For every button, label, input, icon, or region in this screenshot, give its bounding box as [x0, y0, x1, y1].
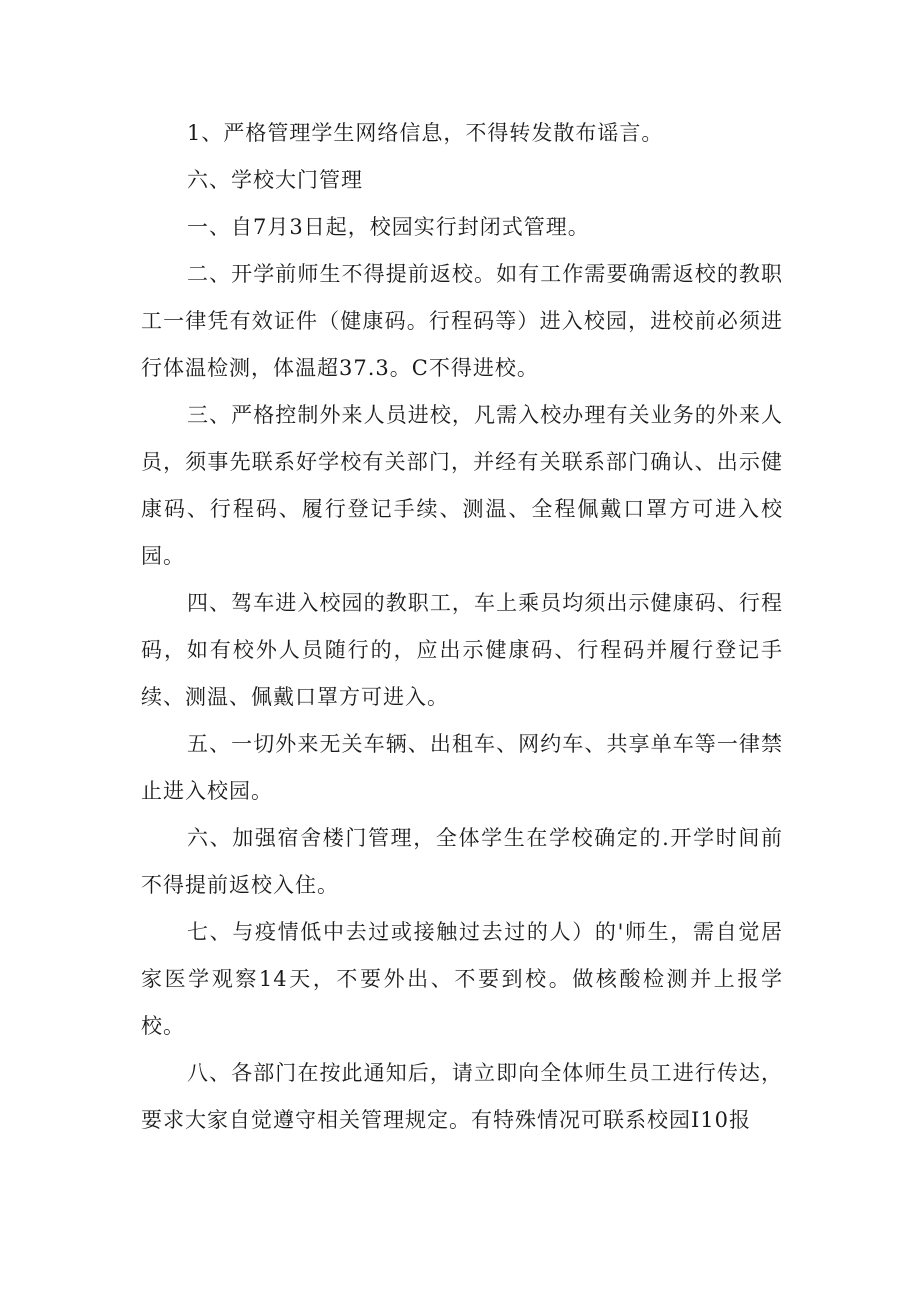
paragraph-closed-management: 一、自7月3日起，校园实行封闭式管理。 — [187, 215, 590, 239]
paragraph-visitor-control: 三、严格控制外来人员进校，凡需入校办理有关业务的外来人员，须事先联系好学校有关部门，并经有关联系部门确认、出示健康码、行程码、履行登记手续、测温、全程佩戴口罩方可进入校园。 — [141, 403, 783, 568]
document-body — [141, 110, 783, 1144]
paragraph-dormitory: 六、加强宿舍楼门管理，全体学生在学校确定的.开学时间前不得提前返校入住。 — [141, 826, 783, 897]
paragraph-outside-vehicles: 五、一切外来无关车辆、出租车、网约车、共享单车等一律禁止进入校园。 — [141, 732, 783, 803]
paragraph-vehicle-entry: 四、驾车进入校园的教职工，车上乘员均须出示健康码、行程码，如有校外人员随行的，应出示健康码、行程码并履行登记手续、测温、佩戴口罩方可进入。 — [141, 591, 783, 709]
paragraph-network-info: 1、严格管理学生网络信息，不得转发散布谣言。 — [187, 121, 664, 145]
paragraph-home-observation: 七、与疫情低中去过或接触过去过的人）的'师生，需自觉居家医学观察14天，不要外出、不要到校。做核酸检测并上报学校。 — [141, 920, 783, 1038]
section-heading-gate-management: 六、学校大门管理 — [187, 168, 363, 192]
paragraph-no-early-return: 二、开学前师生不得提前返校。如有工作需要确需返校的教职工一律凭有效证件（健康码。行程码等）进入校园，进校前必须进行体温检测，体温超37.3。C不得进校。 — [141, 262, 783, 380]
paragraph-department-notice: 八、各部门在按此通知后，请立即向全体师生员工进行传达，要求大家自觉遵守相关管理规定。有特殊情况可联系校园I10报 — [141, 1061, 783, 1132]
